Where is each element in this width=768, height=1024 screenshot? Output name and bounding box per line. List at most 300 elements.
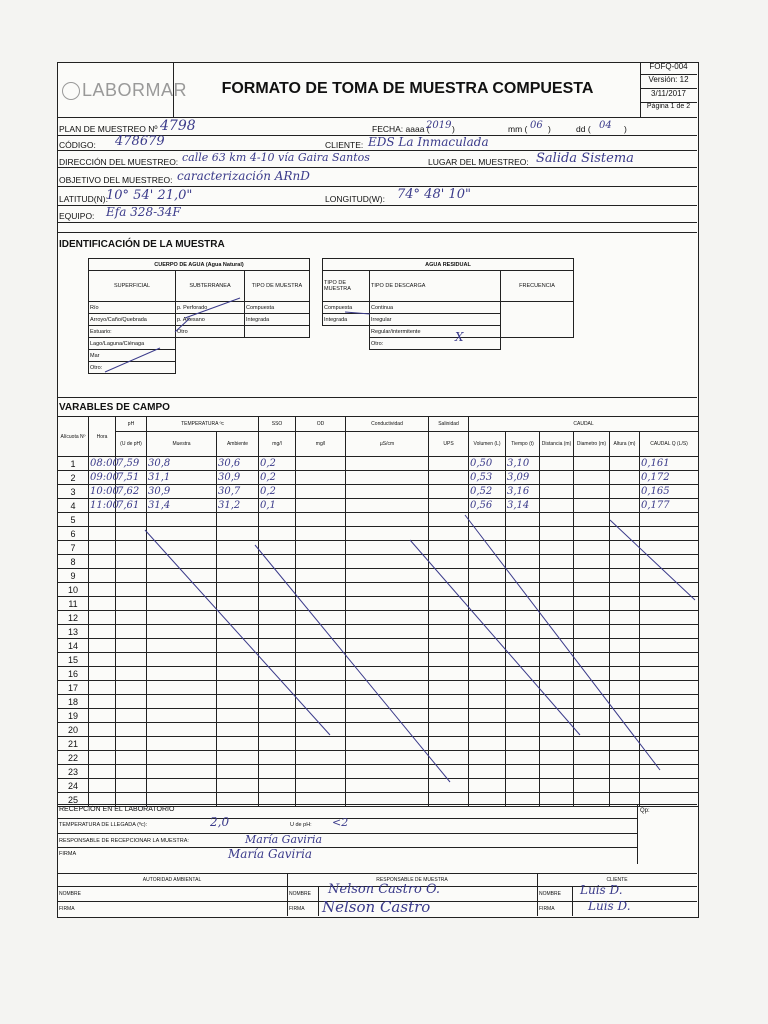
cell-empty: [610, 541, 640, 555]
cell-empty: [346, 583, 429, 597]
cliente-firma-field-label: FIRMA: [539, 906, 555, 912]
cell-empty: [610, 639, 640, 653]
cell-empty: [640, 611, 699, 625]
table-row: [58, 625, 699, 639]
cell-empty: [610, 555, 640, 569]
cell-empty: [574, 737, 610, 751]
cell-empty: [540, 527, 574, 541]
residual-header: FRECUENCIA: [501, 271, 574, 302]
cell-empty: [429, 723, 469, 737]
cell-empty: [147, 513, 217, 527]
cell-empty: [217, 583, 259, 597]
cell-empty: [116, 513, 147, 527]
cell-vol: 0,56: [469, 499, 506, 513]
campo-header: CAUDAL: [469, 417, 699, 432]
cell-empty: [346, 779, 429, 793]
cell-empty: [296, 765, 346, 779]
qp-label: Qp:: [640, 808, 650, 814]
plan-value: 4798: [160, 118, 196, 134]
cell-t_amb: 30,6: [217, 457, 259, 471]
cell-empty: [89, 667, 116, 681]
cell-empty: [574, 765, 610, 779]
cell-empty: [147, 611, 217, 625]
cell-empty: [540, 695, 574, 709]
cell-empty: [640, 709, 699, 723]
cell-empty: [296, 513, 346, 527]
campo-subheader: Volumen (L): [469, 432, 506, 457]
cell-empty: [116, 723, 147, 737]
cell-empty: [147, 681, 217, 695]
cell-empty: [147, 583, 217, 597]
cell-sso: 0,2: [259, 471, 296, 485]
cell-empty: [89, 695, 116, 709]
cell-empty: [506, 611, 540, 625]
cell-empty: [429, 485, 469, 499]
cell-empty: [217, 779, 259, 793]
cell-empty: [540, 737, 574, 751]
cell-empty: [540, 457, 574, 471]
mark-x: X: [455, 330, 464, 344]
cell-empty: [346, 457, 429, 471]
cell-empty: [147, 765, 217, 779]
residual-cell: Regular/intermitente: [370, 326, 501, 338]
campo-subheader: Ambiente: [217, 432, 259, 457]
cuerpo-header: SUBTERRANEA: [176, 271, 245, 302]
cell-empty: [540, 555, 574, 569]
cell-empty: [506, 695, 540, 709]
cell-empty: [469, 569, 506, 583]
cell-empty: [147, 527, 217, 541]
cell-empty: [259, 751, 296, 765]
cell-empty: [540, 499, 574, 513]
cell-empty: [610, 611, 640, 625]
cell-empty: [147, 555, 217, 569]
cell-empty: [346, 653, 429, 667]
cell-empty: [429, 597, 469, 611]
responsable-nombre-value: Nelson Castro O.: [328, 882, 441, 897]
form-page: Página 1 de 2: [646, 103, 691, 110]
cell-empty: [346, 499, 429, 513]
recepcion-title: RECEPCIÓN EN EL LABORATORIO: [59, 806, 175, 813]
campo-subheader: mg/l: [259, 432, 296, 457]
cell-hora: 10:00: [90, 486, 119, 497]
cell-empty: [574, 681, 610, 695]
cell-empty: [147, 709, 217, 723]
cuerpo-title: CUERPO DE AGUA (Agua Natural): [89, 259, 310, 271]
cell-empty: [296, 667, 346, 681]
cell-empty: [346, 695, 429, 709]
cell-empty: [469, 667, 506, 681]
cell-empty: [259, 513, 296, 527]
cuerpo-header: TIPO DE MUESTRA: [245, 271, 310, 302]
cell-empty: [610, 653, 640, 667]
cell-empty: [610, 499, 640, 513]
cell-empty: [259, 569, 296, 583]
cell-empty: [640, 667, 699, 681]
cell-empty: [147, 723, 217, 737]
cell-empty: [574, 625, 610, 639]
cell-empty: [296, 597, 346, 611]
table-row: [58, 569, 699, 583]
cell-empty: [469, 779, 506, 793]
cell-t_amb: 31,2: [217, 499, 259, 513]
row-number: 15: [58, 653, 89, 667]
cell-empty: [610, 569, 640, 583]
cell-empty: [574, 457, 610, 471]
cell-empty: [574, 527, 610, 541]
cell-empty: [640, 653, 699, 667]
cell-empty: [89, 583, 116, 597]
cell-empty: [574, 779, 610, 793]
recepcion-firma-value: María Gaviria: [228, 847, 313, 861]
cell-empty: [574, 499, 610, 513]
row-number: 16: [58, 667, 89, 681]
cell-empty: [89, 597, 116, 611]
cell-empty: [429, 737, 469, 751]
table-row: [58, 709, 699, 723]
cell-empty: [89, 541, 116, 555]
cell-empty: [540, 485, 574, 499]
cell-empty: [259, 765, 296, 779]
residual-cell: Integrada: [323, 314, 370, 326]
cell-empty: [296, 639, 346, 653]
cell-empty: [506, 751, 540, 765]
cell-empty: [296, 751, 346, 765]
cell-empty: [296, 737, 346, 751]
cell-empty: [346, 765, 429, 779]
cuerpo-header: SUPERFICIAL: [89, 271, 176, 302]
cell-t_muestra: 31,1: [147, 471, 217, 485]
cell-caudal: 0,165: [640, 485, 699, 499]
cell-empty: [116, 611, 147, 625]
campo-header: Conductividad: [346, 417, 429, 432]
cell-empty: [429, 471, 469, 485]
residual-cell: Continua: [370, 302, 501, 314]
cell-empty: [610, 779, 640, 793]
cell-empty: [610, 625, 640, 639]
uph-value: <2: [332, 816, 349, 829]
cell-empty: [89, 625, 116, 639]
resp-label: RESPONSABLE DE RECEPCIONAR LA MUESTRA:: [59, 838, 189, 844]
cell-empty: [640, 527, 699, 541]
table-row: [58, 779, 699, 793]
cell-t_amb: 30,9: [217, 471, 259, 485]
cell-empty: [116, 667, 147, 681]
cell-empty: [429, 779, 469, 793]
cell-empty: [429, 639, 469, 653]
cell-empty: [506, 737, 540, 751]
row-number: 17: [58, 681, 89, 695]
cell-empty: [217, 541, 259, 555]
table-row: [58, 639, 699, 653]
campo-subheader: mg/l: [296, 432, 346, 457]
cell-t_muestra: 30,8: [147, 457, 217, 471]
campo-header: pH: [116, 417, 147, 432]
row-number: 18: [58, 695, 89, 709]
cell-empty: [346, 751, 429, 765]
temp-label: TEMPERATURA DE LLEGADA (ºc):: [59, 822, 148, 828]
fecha-year: 2019: [426, 120, 452, 131]
cell-empty: [469, 513, 506, 527]
cell-empty: [147, 751, 217, 765]
cell-tiempo: 3,10: [506, 457, 540, 471]
cell-empty: [89, 611, 116, 625]
cell-empty: [296, 471, 346, 485]
row-number: 24: [58, 779, 89, 793]
cell-empty: [259, 597, 296, 611]
cell-empty: [540, 639, 574, 653]
cell-empty: [540, 611, 574, 625]
cell-empty: [469, 695, 506, 709]
cell-ph: 7,51: [116, 471, 147, 485]
cell-empty: [296, 653, 346, 667]
cell-t_muestra: 30,9: [147, 485, 217, 499]
cuerpo-cell: Estuario:: [89, 326, 176, 338]
cell-empty: [296, 499, 346, 513]
cell-empty: [116, 569, 147, 583]
cell-empty: [89, 737, 116, 751]
cell-empty: [346, 723, 429, 737]
cell-empty: [574, 611, 610, 625]
row-number: 19: [58, 709, 89, 723]
cell-empty: [610, 667, 640, 681]
cell-empty: [217, 611, 259, 625]
cell-empty: [296, 527, 346, 541]
cuerpo-agua-table: [88, 258, 310, 374]
cell-empty: [429, 751, 469, 765]
cell-empty: [346, 625, 429, 639]
latitud-value: 10° 54' 21,0": [106, 188, 193, 203]
fecha-label: FECHA: aaaa (: [372, 124, 430, 134]
cell-empty: [217, 597, 259, 611]
cell-empty: [259, 667, 296, 681]
cell-empty: [89, 639, 116, 653]
cell-empty: [217, 639, 259, 653]
row-number: 20: [58, 723, 89, 737]
cell-empty: [506, 597, 540, 611]
cell-empty: [610, 471, 640, 485]
dd-close: ): [624, 124, 627, 134]
mm-close: ): [548, 124, 551, 134]
form-date: 3/11/2017: [640, 89, 697, 103]
residual-cell: Compuesta: [323, 302, 370, 314]
cell-empty: [259, 653, 296, 667]
uph-label: U de pH:: [290, 822, 312, 828]
cell-empty: [346, 513, 429, 527]
cell-empty: [540, 765, 574, 779]
cell-empty: [506, 513, 540, 527]
row-number: 5: [58, 513, 89, 527]
cell-hora: 11:00: [90, 500, 119, 511]
agua-residual-table: [322, 258, 574, 350]
cell-empty: [640, 555, 699, 569]
campo-header: Hora: [89, 417, 116, 457]
cell-empty: [259, 709, 296, 723]
cell-empty: [540, 583, 574, 597]
cell-empty: [574, 723, 610, 737]
table-row: [58, 541, 699, 555]
cell-vol: 0,52: [469, 485, 506, 499]
cell-empty: [116, 541, 147, 555]
cuerpo-cell: Integrada: [245, 314, 310, 326]
cell-empty: [469, 737, 506, 751]
cell-empty: [346, 737, 429, 751]
cell-empty: [116, 639, 147, 653]
cell-empty: [540, 597, 574, 611]
cell-empty: [506, 541, 540, 555]
responsable-label: RESPONSABLE DE MUESTRA: [376, 877, 448, 883]
cell-empty: [217, 765, 259, 779]
cell-empty: [540, 667, 574, 681]
row-number: 14: [58, 639, 89, 653]
cell-empty: [469, 751, 506, 765]
cell-t_muestra: 31,4: [147, 499, 217, 513]
seal-icon: [62, 82, 80, 100]
campo-subheader: Distancia (m): [540, 432, 574, 457]
cell-tiempo: 3,09: [506, 471, 540, 485]
cell-empty: [469, 639, 506, 653]
row-number: 22: [58, 751, 89, 765]
cell-empty: [259, 723, 296, 737]
cell-empty: [346, 555, 429, 569]
cell-caudal: 0,172: [640, 471, 699, 485]
campo-header: OD: [296, 417, 346, 432]
cell-empty: [147, 639, 217, 653]
cell-empty: [574, 751, 610, 765]
longitud-value: 74° 48' 10": [397, 187, 471, 202]
table-row: [58, 765, 699, 779]
cell-empty: [540, 513, 574, 527]
cell-empty: [259, 681, 296, 695]
cell-empty: [429, 583, 469, 597]
table-row: [58, 527, 699, 541]
cell-empty: [429, 569, 469, 583]
cell-empty: [574, 695, 610, 709]
cliente-nombre-label: NOMBRE: [539, 891, 561, 897]
cell-empty: [610, 457, 640, 471]
cell-empty: [147, 779, 217, 793]
table-row: [58, 485, 699, 499]
cell-empty: [89, 751, 116, 765]
table-row: [58, 751, 699, 765]
row-number: 9: [58, 569, 89, 583]
cell-empty: [346, 681, 429, 695]
table-row: [58, 457, 699, 471]
cuerpo-cell: Otro:: [89, 362, 176, 374]
cell-tiempo: 3,16: [506, 485, 540, 499]
cell-empty: [346, 527, 429, 541]
cell-empty: [610, 709, 640, 723]
direccion-value: calle 63 km 4-10 vía Gaira Santos: [182, 151, 370, 164]
cell-empty: [469, 625, 506, 639]
cell-empty: [429, 457, 469, 471]
cell-vol: 0,53: [469, 471, 506, 485]
cell-empty: [506, 583, 540, 597]
latitud-label: LATITUD(N):: [59, 194, 108, 204]
identificacion-title: IDENTIFICACIÓN DE LA MUESTRA: [59, 239, 225, 250]
cell-empty: [296, 569, 346, 583]
cell-empty: [296, 541, 346, 555]
cell-empty: [217, 723, 259, 737]
cell-empty: [217, 513, 259, 527]
cell-empty: [296, 485, 346, 499]
cell-empty: [640, 569, 699, 583]
cell-empty: [89, 569, 116, 583]
cell-empty: [469, 583, 506, 597]
codigo-value: 478679: [115, 134, 165, 149]
cell-empty: [429, 541, 469, 555]
cell-empty: [574, 639, 610, 653]
campo-subheader: CAUDAL Q (L/S): [640, 432, 699, 457]
table-row: [58, 667, 699, 681]
cell-empty: [116, 653, 147, 667]
form-version: Versión: 12: [640, 75, 697, 89]
cell-empty: [540, 723, 574, 737]
cell-empty: [147, 625, 217, 639]
recepcion-firma-label: FIRMA: [59, 851, 77, 857]
cell-empty: [296, 555, 346, 569]
cell-sso: 0,1: [259, 499, 296, 513]
cell-empty: [429, 681, 469, 695]
cell-empty: [540, 569, 574, 583]
row-number: 6: [58, 527, 89, 541]
row-number: 11: [58, 597, 89, 611]
cell-sso: 0,2: [259, 457, 296, 471]
cuerpo-cell: [245, 326, 310, 338]
cell-empty: [296, 695, 346, 709]
cell-empty: [259, 639, 296, 653]
cell-empty: [506, 639, 540, 653]
recepcion-box: [57, 804, 697, 865]
lugar-label: LUGAR DEL MUESTREO:: [428, 157, 529, 167]
cell-empty: [610, 765, 640, 779]
table-row: [58, 499, 699, 513]
objetivo-value: caracterización ARnD: [177, 169, 310, 183]
cell-empty: [89, 723, 116, 737]
cell-empty: [116, 527, 147, 541]
cell-ph: 7,62: [116, 485, 147, 499]
cell-empty: [296, 779, 346, 793]
campo-subheader: Diametro (m): [574, 432, 610, 457]
cell-empty: [116, 779, 147, 793]
cell-empty: [217, 555, 259, 569]
logo: [62, 80, 187, 101]
cuerpo-cell: Compuesta: [245, 302, 310, 314]
cell-empty: [116, 583, 147, 597]
cell-empty: [429, 513, 469, 527]
campo-title: VARABLES DE CAMPO: [59, 402, 170, 413]
cell-empty: [296, 583, 346, 597]
cell-empty: [217, 681, 259, 695]
cell-empty: [574, 583, 610, 597]
cell-empty: [89, 709, 116, 723]
cell-empty: [296, 681, 346, 695]
cell-empty: [540, 625, 574, 639]
cell-caudal: 0,161: [640, 457, 699, 471]
plan-label: PLAN DE MUESTREO Nº: [59, 124, 158, 134]
cell-empty: [346, 541, 429, 555]
cell-t_amb: 30,7: [217, 485, 259, 499]
cell-empty: [116, 765, 147, 779]
campo-subheader: UPS: [429, 432, 469, 457]
direccion-label: DIRECCIÓN DEL MUESTREO:: [59, 157, 179, 167]
cell-empty: [469, 611, 506, 625]
dd-value: 04: [599, 120, 612, 131]
table-row: [58, 513, 699, 527]
residual-header: TIPO DE MUESTRA: [323, 271, 370, 302]
fecha-close: ): [452, 124, 455, 134]
cell-empty: [640, 583, 699, 597]
